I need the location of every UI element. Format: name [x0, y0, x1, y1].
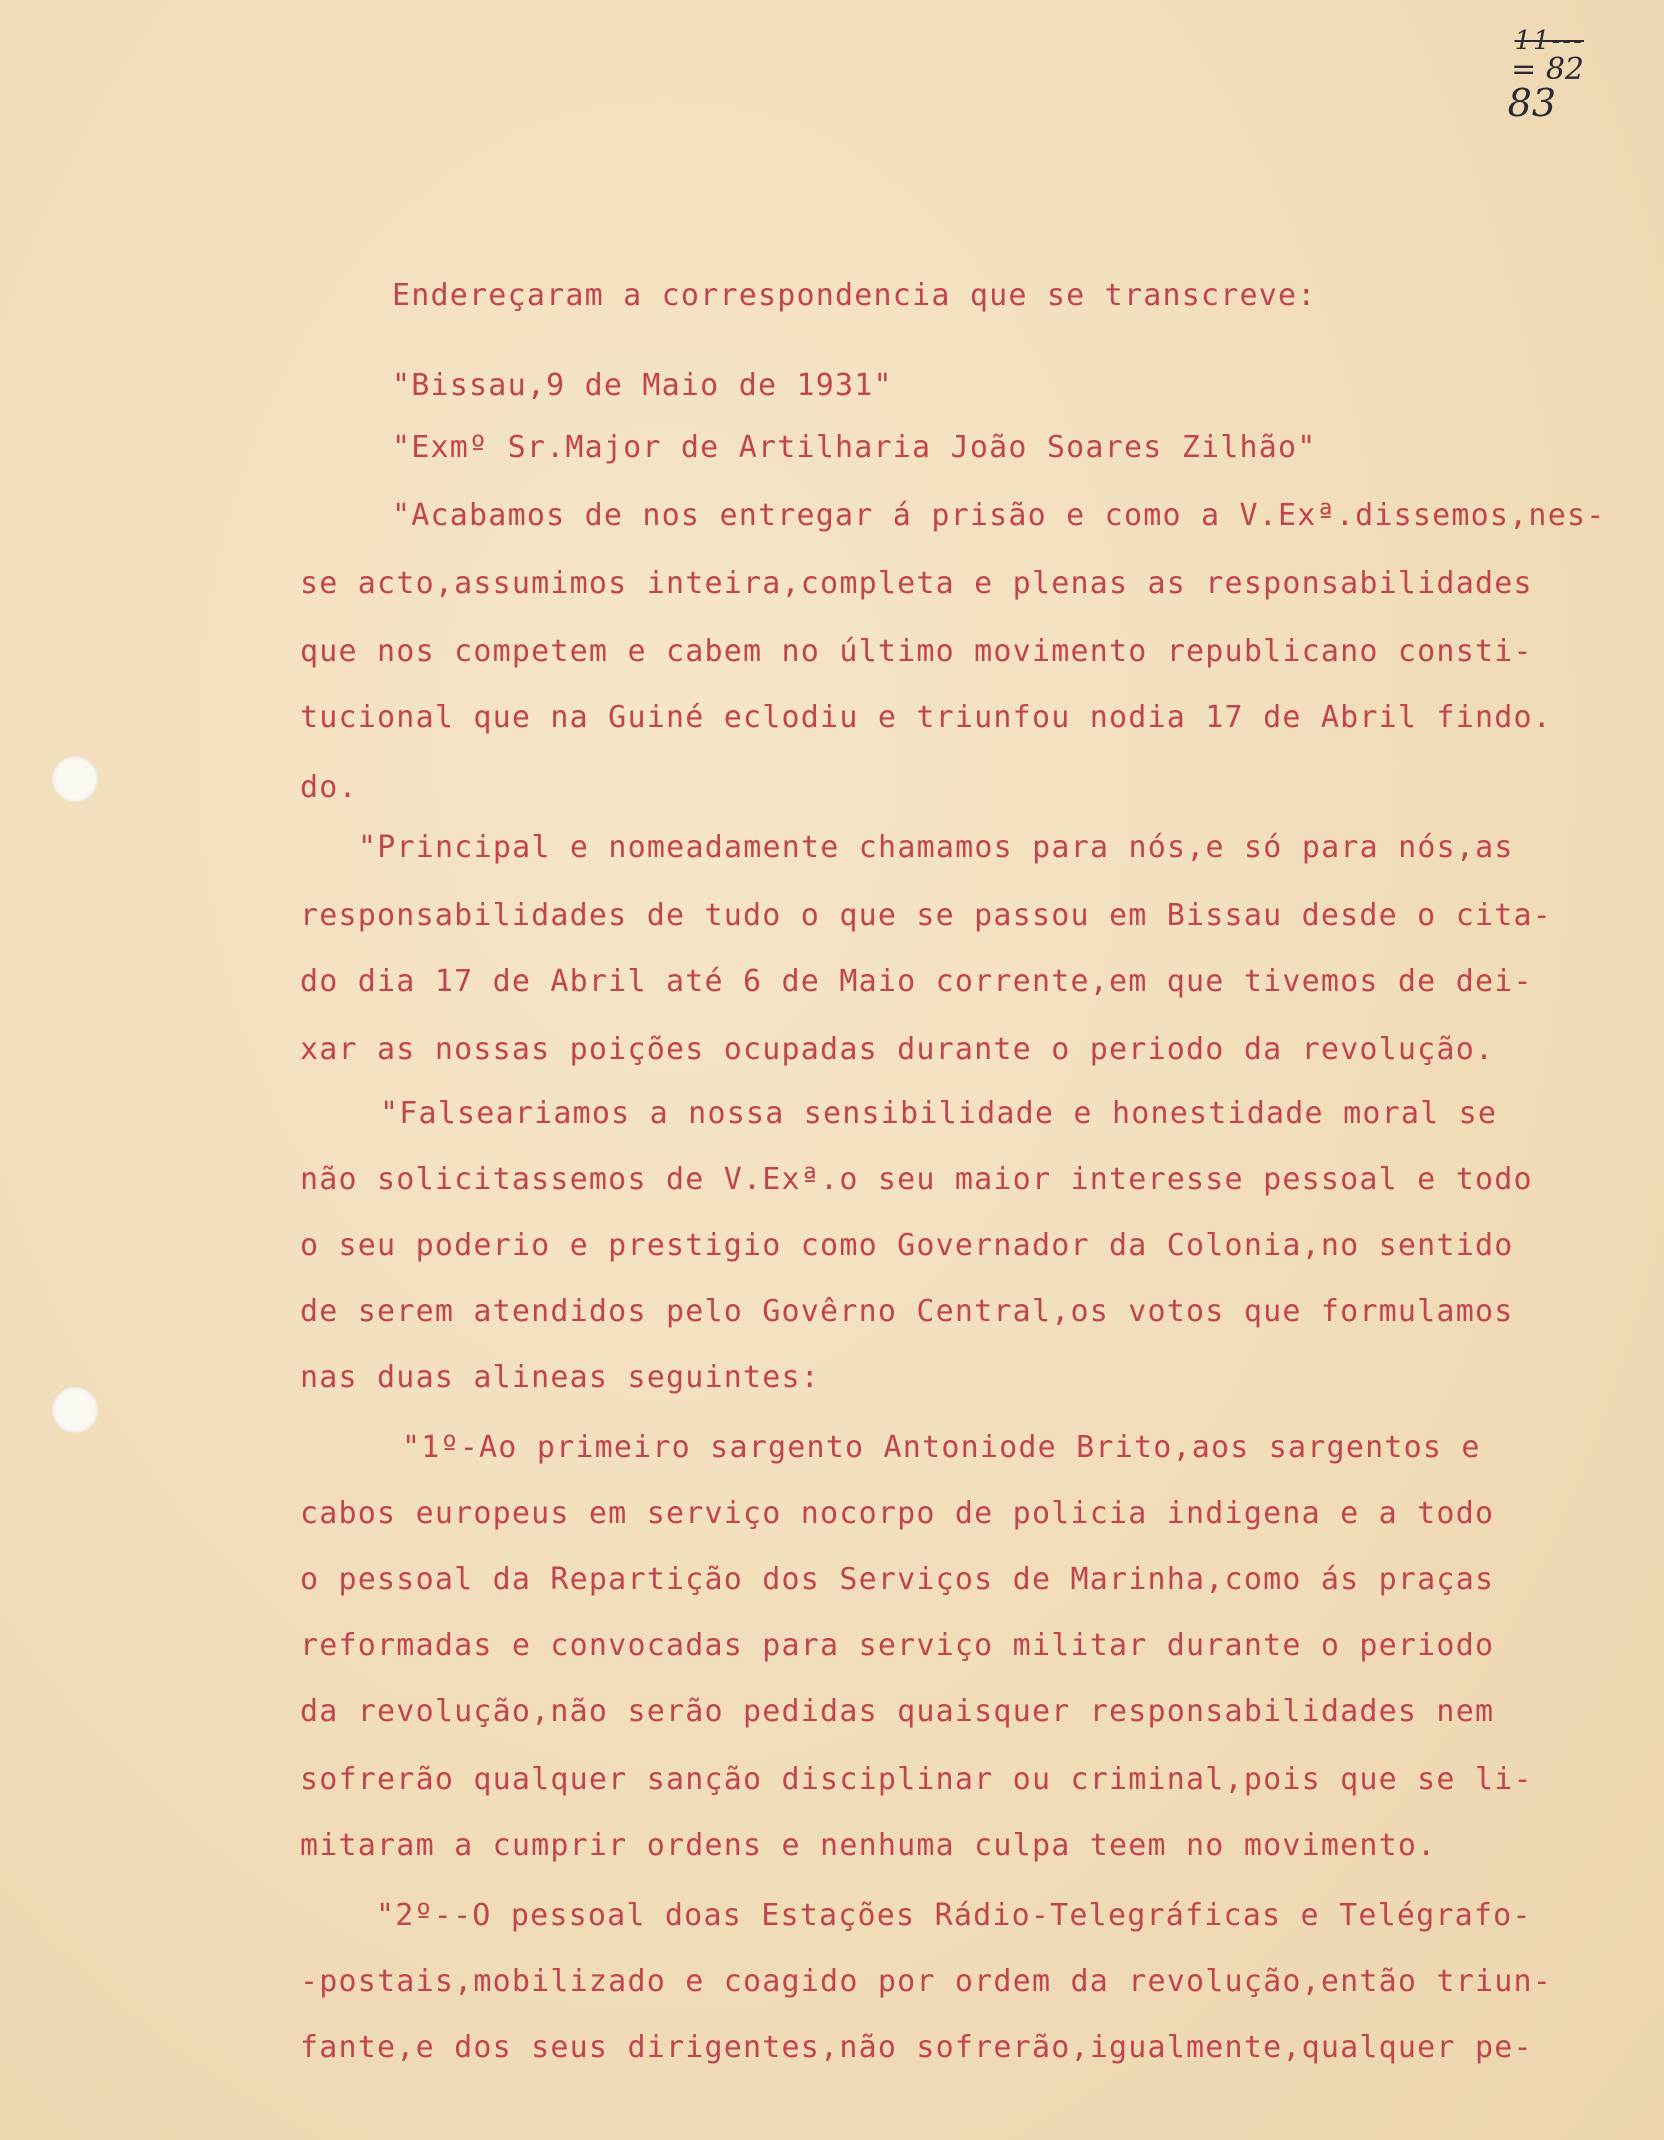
text-line: tucional que na Guiné eclodiu e triunfou nodia 17 de Abril findo. [300, 700, 1552, 735]
text-line: responsabilidades de tudo o que se passou em Bissau desde o cita- [300, 898, 1552, 933]
text-line: "Falseariamos a nossa sensibilidade e honestidade moral se [380, 1096, 1498, 1131]
text-line: de serem atendidos pelo Govêrno Central,os votos que formulamos [300, 1294, 1514, 1329]
text-line: reformadas e convocadas para serviço militar durante o periodo [300, 1628, 1495, 1663]
text-line: mitaram a cumprir ordens e nenhuma culpa teem no movimento. [300, 1828, 1437, 1863]
text-line: que nos competem e cabem no último movimento republicano consti- [300, 634, 1533, 669]
text-line: fante,e dos seus dirigentes,não sofrerão,igualmente,qualquer pe- [300, 2030, 1533, 2065]
page-number [1454, 26, 1584, 125]
struck-mark-2: = 82 [1511, 52, 1584, 87]
text-line: nas duas alineas seguintes: [300, 1360, 821, 1395]
text-line: o seu poderio e prestigio como Governador da Colonia,no sentido [300, 1228, 1514, 1263]
punch-hole-top [52, 756, 98, 802]
date-line: "Bissau,9 de Maio de 1931" [392, 368, 893, 403]
heading-line: Endereçaram a correspondencia que se transcreve: [392, 278, 1317, 313]
text-line: do. [300, 770, 358, 805]
text-line: sofrerão qualquer sanção disciplinar ou criminal,pois que se li- [300, 1762, 1533, 1797]
text-line: "2º--O pessoal doas Estações Rádio-Telegráficas e Telégrafo- [376, 1898, 1532, 1933]
struck-mark: 11--- [1514, 26, 1584, 56]
page-number-value: 83 [1507, 81, 1556, 125]
text-line: xar as nossas poições ocupadas durante o periodo da revolução. [300, 1032, 1495, 1067]
text-line: "Acabamos de nos entregar á prisão e como a V.Exª.dissemos,nes- [392, 498, 1606, 533]
addressee-line: "Exmº Sr.Major de Artilharia João Soares Zilhão" [392, 430, 1317, 465]
text-line: não solicitassemos de V.Exª.o seu maior interesse pessoal e todo [300, 1162, 1533, 1197]
text-line: da revolução,não serão pedidas quaisquer responsabilidades nem [300, 1694, 1495, 1729]
text-line: o pessoal da Repartição dos Serviços de Marinha,como ás praças [300, 1562, 1495, 1597]
punch-hole-bottom [52, 1387, 98, 1433]
text-line: do dia 17 de Abril até 6 de Maio corrente,em que tivemos de dei- [300, 964, 1533, 999]
text-line: "1º-Ao primeiro sargento Antoniode Brito,aos sargentos e [402, 1430, 1481, 1465]
text-line: "Principal e nomeadamente chamamos para nós,e só para nós,as [358, 830, 1514, 865]
text-line: se acto,assumimos inteira,completa e plenas as responsabilidades [300, 566, 1533, 601]
text-line: -postais,mobilizado e coagido por ordem da revolução,então triun- [300, 1964, 1552, 1999]
text-line: cabos europeus em serviço nocorpo de policia indigena e a todo [300, 1496, 1495, 1531]
